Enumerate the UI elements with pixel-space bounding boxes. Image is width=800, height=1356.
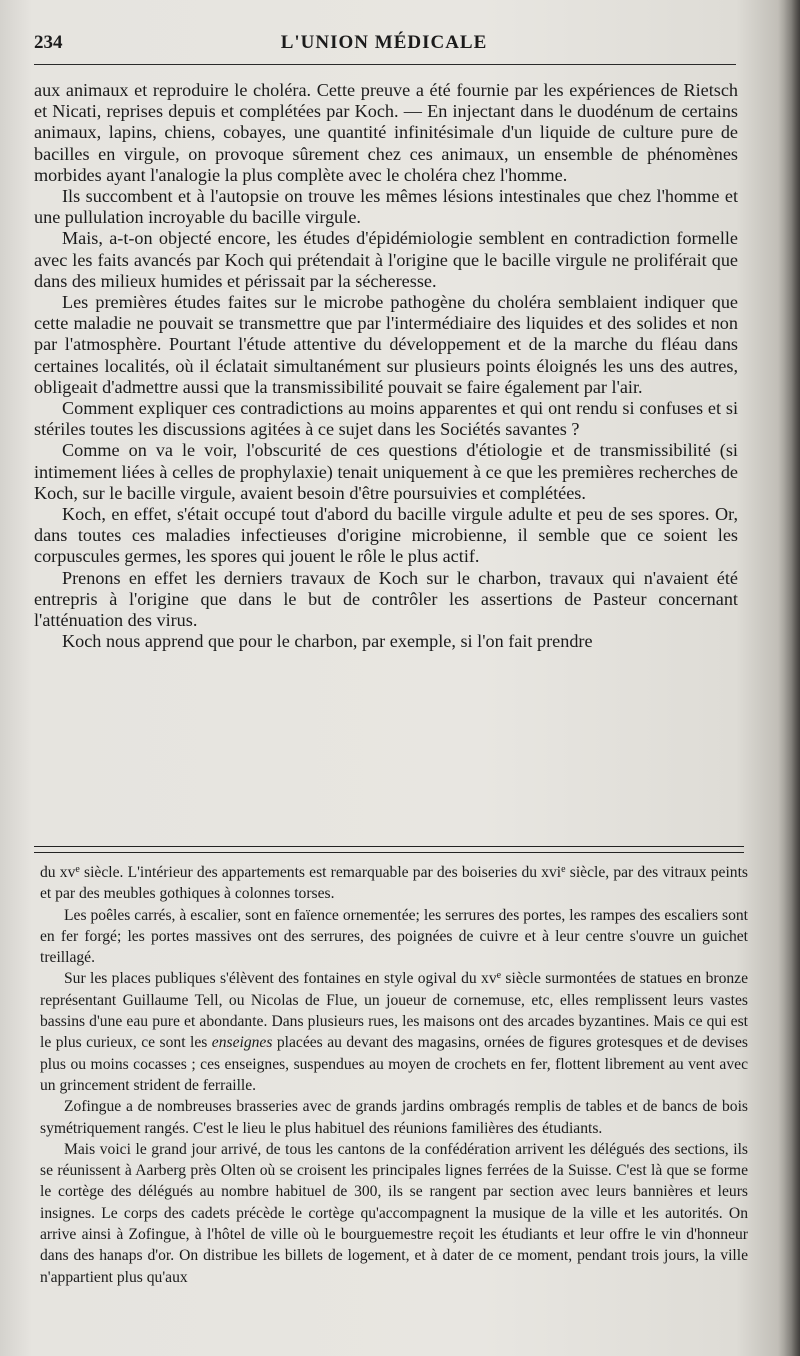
main-article-body (34, 80, 738, 652)
feuilleton-paragraph (40, 862, 748, 905)
feuilleton-separator-rule (34, 846, 744, 847)
text-run: du xv (40, 864, 76, 881)
text-run: Sur les places publiques s'élèvent des fontaines en style ogival du xv (64, 970, 497, 988)
superscript: e (75, 864, 80, 875)
paragraph: Prenons en effet les derniers travaux de Koch sur le charbon, travaux qui n'avaient été entrepris à l'origine que dans le but de contrôler les assertions de Pasteur concernant l'atténuation des virus. (34, 567, 738, 631)
text-run: placées au devant des magasins, ornées de figures grotesques et de devises plus ou moins cocasses ; ces enseignes, suspendues au moyen de crochets en fer, flottent librement au vent avec un grincement strident de ferraille. (40, 1034, 748, 1094)
text-run: siècle. L'intérieur des appartements est remarquable par des boiseries du xvi (79, 864, 562, 881)
feuilleton-separator-rule (34, 852, 744, 853)
paragraph: Les premières études faites sur le microbe pathogène du choléra semblaient indiquer que cette maladie ne pouvait se transmettre que par l'intermédiaire des liquides et des solides et non par l'atmosphère. Pourtant l'étude attentive du développement et de la marche du fléau dans certaines localités, où il éclatait simultanément sur plusieurs points éloignés les uns des autres, obligeait d'admettre aussi que la transmissibilité pouvait se faire également par l'air. (34, 292, 738, 397)
paragraph: Koch nous apprend que pour le charbon, par exemple, si l'on fait prendre (62, 631, 593, 652)
paragraph: aux animaux et reproduire le choléra. Cette preuve a été fournie par les expériences de Rietsch et Nicati, reprises depuis et complétées par Koch. — En injectant dans le duodénum de certains animaux, lapins, chiens, cobayes, une quantité infinitésimale d'un liquide de culture pure de bacilles en virgule, on provoque sûrement chez ces animaux, un ensemble de phénomènes morbides ayant l'analogie la plus complète avec le choléra chez l'homme. (34, 80, 738, 185)
feuilleton-paragraph: Mais voici le grand jour arrivé, de tous les cantons de la confédération arrivent les délégués des sections, ils se réunissent à Aarberg près Olten où se croisent les principales lignes ferrées de la Suisse. C'est là que se forme le cortège des délégués au nombre habituel de 300, ils se rangent par section avec leurs bannières et leurs insignes. Le corps des cadets précède le cortège qu'accompagnent la musique de la ville et les autorités. On arrive ainsi à Zofingue, à l'hôtel de ville où le bourguemestre reçoit les étudiants et leur offre le vin d'honneur dans des hanaps d'or. On distribue les billets de logement, et à dater de ce moment, pendant trois jours, la ville n'appartient plus qu'aux (40, 1140, 748, 1286)
text-run: siècle surmontées de statues en bronze représentant Guillaume Tell, ou Nicolas de Flue, un joueur de cornemuse, etc, elles remplissent leurs vastes bassins d'une eau pure et abondante. Dans plusieurs rues, les maisons ont des arcades byzantines. Mais ce qui est le plus curieux, ce sont les (40, 970, 749, 1052)
feuilleton-paragraph: Les poêles carrés, à escalier, sont en faïence ornementée; les serrures des portes, les rampes des escaliers sont en fer forgé; les portes massives ont des serrures, des poignées de cuivre et à leur centre s'ouvre un guichet treillagé. (40, 906, 748, 967)
book-spine-shadow (778, 0, 800, 1356)
italic-word: enseignes (211, 1034, 273, 1052)
running-title: L'UNION MÉDICALE (280, 32, 488, 53)
paragraph: Ils succombent et à l'autopsie on trouve les mêmes lésions intestinales que chez l'homme et une pullulation incroyable du bacille virgule. (34, 186, 738, 228)
header-rule (34, 64, 736, 65)
paragraph: Mais, a-t-on objecté encore, les études d'épidémiologie semblent en contradiction formelle avec les faits avancés par Koch qui prétendait à l'origine que le bacille virgule ne proliférait que dans des milieux humides et périssait par la sécheresse. (34, 228, 738, 291)
paragraph: Koch, en effet, s'était occupé tout d'abord du bacille virgule adulte et peu de ses spores. Or, dans toutes ces maladies infectieuses d'origine microbienne, il semble que ce soient les corpuscules germes, les spores qui jouent le rôle le plus actif. (34, 504, 738, 567)
feuilleton-paragraph: Zofingue a de nombreuses brasseries avec de grands jardins ombragés remplis de tables et de bancs de bois symétriquement rangés. C'est le lieu le plus habituel des réunions familières des étudiants. (40, 1098, 748, 1137)
paragraph: Comme on va le voir, l'obscurité de ces questions d'étiologie et de transmissibilité (si intimement liées à celles de prophylaxie) tenait uniquement à ce que les premières recherches de Koch, sur le bacille virgule, avaient besoin d'être poursuivies et complétées. (34, 440, 738, 503)
feuilleton-paragraph (40, 968, 748, 1096)
text-run: siècle, par des vitraux peints et par des meubles gothiques à colonnes torses. (40, 864, 748, 903)
paragraph: Comment expliquer ces contradictions au moins apparentes et qui ont rendu si confuses et si stériles toutes les discussions agitées à ce sujet dans les Sociétés savantes ? (34, 398, 738, 440)
feuilleton-section (40, 862, 748, 1288)
page-header (34, 30, 734, 60)
page-number: 234 (34, 32, 63, 53)
superscript: e (561, 864, 566, 875)
superscript: e (496, 970, 502, 982)
